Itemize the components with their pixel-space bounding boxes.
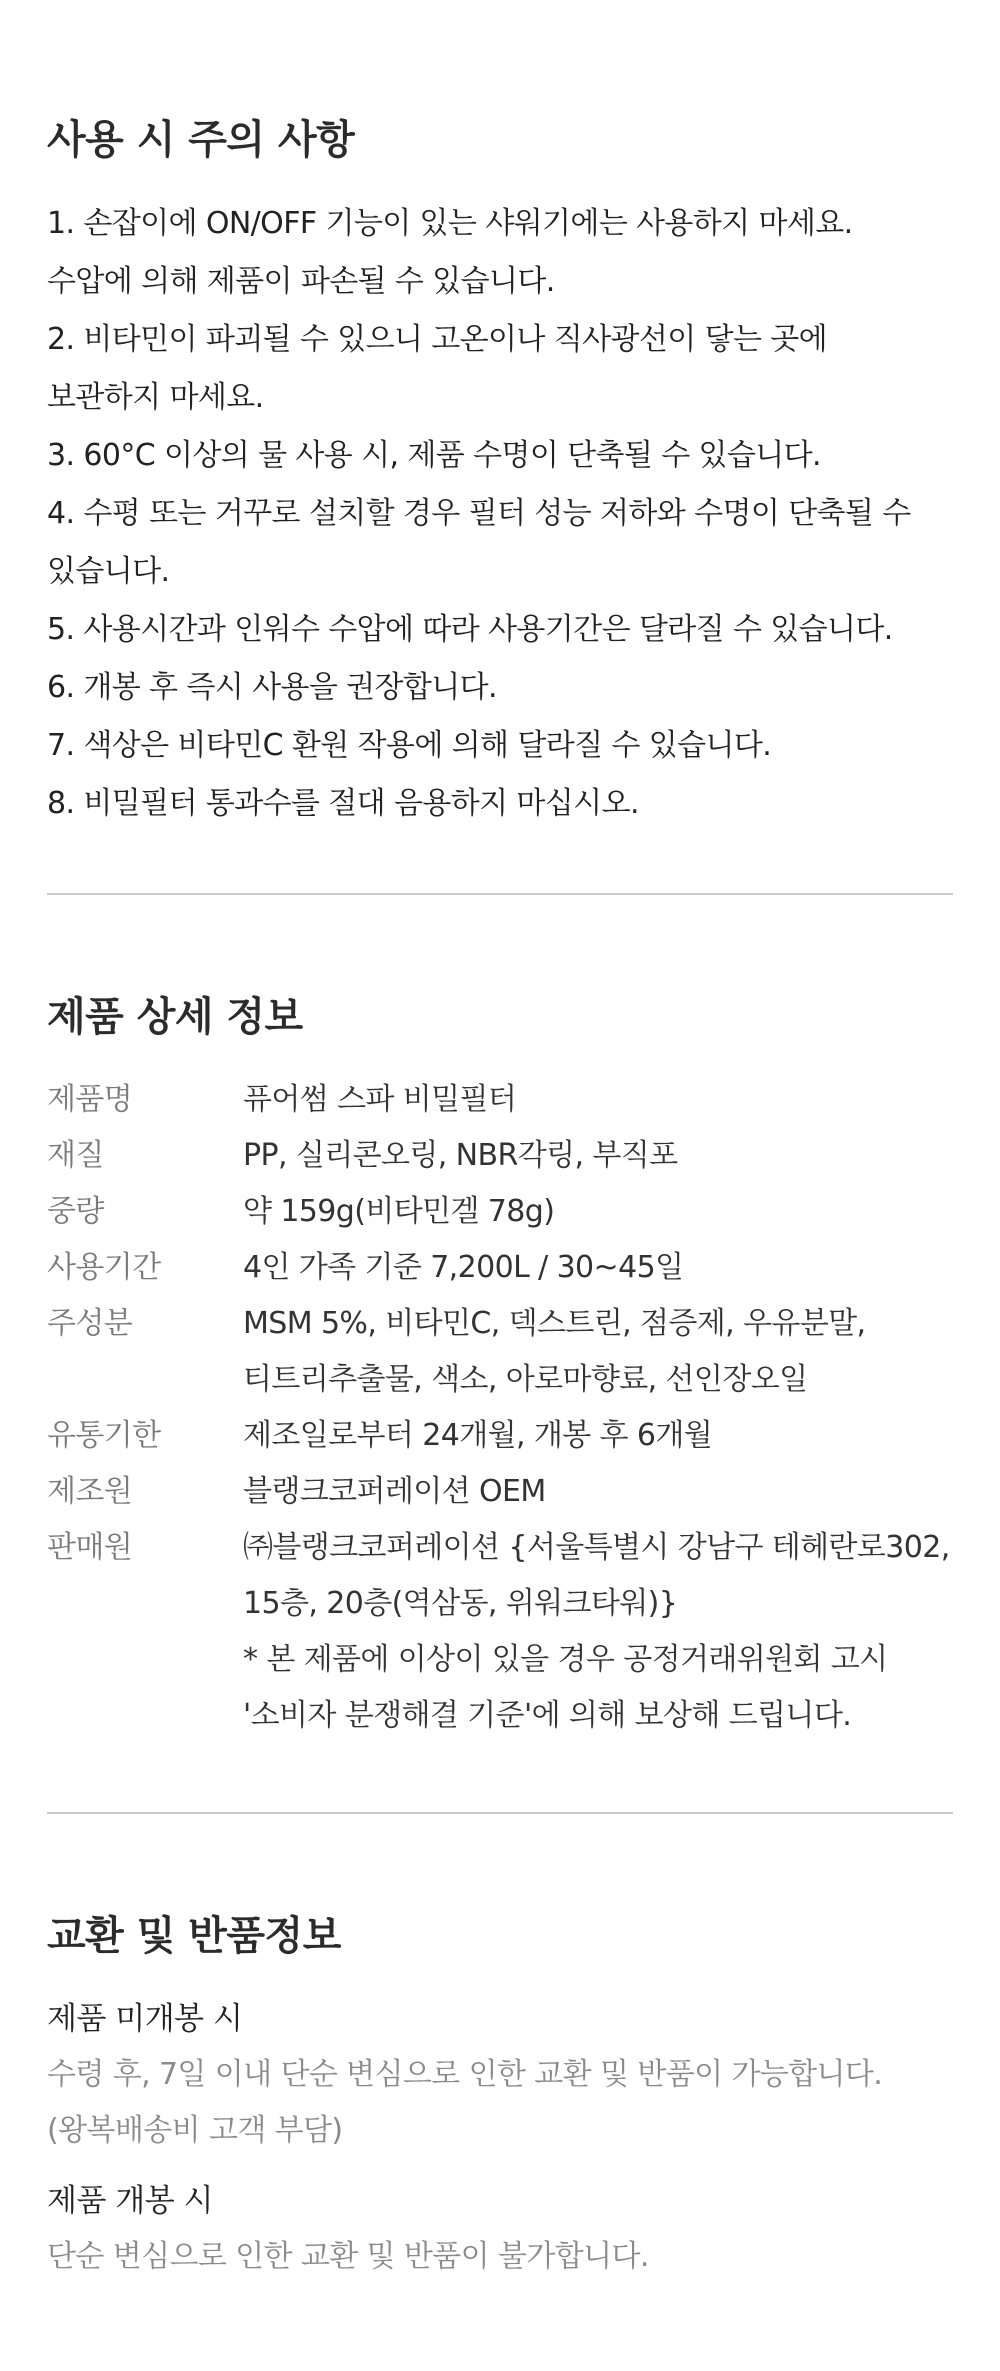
detail-value (243, 1464, 546, 1520)
exchange-block-heading: 제품 개봉 시 (47, 2183, 213, 2219)
detail-row-usage-period (47, 1240, 953, 1296)
exchange-block-text: 수령 후, 7일 이내 단순 변심으로 인한 교환 및 반품이 가능합니다. (47, 2057, 883, 2092)
detail-value-line: ㈜블랭크코퍼레이션 {서울특별시 강남구 테헤란로302, (243, 1530, 950, 1565)
caution-line: 8. 비밀필터 통과수를 절대 음용하지 마십시오. (47, 786, 639, 821)
detail-label: 제품명 (47, 1082, 133, 1117)
detail-row-weight (47, 1184, 953, 1240)
exchange-return-title: 교환 및 반품정보 (47, 1913, 341, 1959)
detail-label: 제조원 (47, 1474, 133, 1509)
detail-label: 중량 (47, 1194, 104, 1229)
detail-label: 주성분 (47, 1306, 133, 1341)
detail-value-line: 약 159g(비타민겔 78g) (243, 1194, 555, 1229)
caution-title: 사용 시 주의 사항 (47, 117, 355, 163)
detail-label: 재질 (47, 1138, 104, 1173)
detail-value (243, 1240, 683, 1296)
caution-line: 3. 60°C 이상의 물 사용 시, 제품 수명이 단축될 수 있습니다. (47, 438, 821, 473)
detail-value-line: 블랭크코퍼레이션 OEM (243, 1474, 546, 1509)
detail-value (243, 1296, 865, 1408)
exchange-block-heading: 제품 미개봉 시 (47, 2001, 243, 2037)
detail-row-seller (47, 1520, 953, 1744)
exchange-block-text: 단순 변심으로 인한 교환 및 반품이 불가합니다. (47, 2239, 649, 2274)
caution-line: 수압에 의해 제품이 파손될 수 있습니다. (47, 264, 555, 299)
caution-line: 7. 색상은 비타민C 환원 작용에 의해 달라질 수 있습니다. (47, 728, 772, 763)
detail-row-manufacturer (47, 1464, 953, 1520)
caution-line: 2. 비타민이 파괴될 수 있으니 고온이나 직사광선이 닿는 곳에 (47, 322, 828, 357)
detail-value (243, 1520, 950, 1744)
caution-line: 보관하지 마세요. (47, 380, 264, 415)
exchange-block-opened (47, 2173, 953, 2285)
detail-row-expiry (47, 1408, 953, 1464)
detail-value (243, 1408, 712, 1464)
detail-value-line: 15층, 20층(역삼동, 위워크타워)} (243, 1586, 678, 1621)
detail-value (243, 1128, 677, 1184)
caution-line: 1. 손잡이에 ON/OFF 기능이 있는 샤워기에는 사용하지 마세요. (47, 206, 853, 241)
detail-value-line: 퓨어썸 스파 비밀필터 (243, 1082, 517, 1117)
caution-section (47, 108, 953, 833)
detail-value-line: * 본 제품에 이상이 있을 경우 공정거래위원회 고시 (243, 1642, 888, 1677)
exchange-block-text: (왕복배송비 고객 부담) (47, 2113, 343, 2148)
detail-value-line: 티트리추출물, 색소, 아로마향료, 선인장오일 (243, 1362, 808, 1397)
product-detail-title: 제품 상세 정보 (47, 994, 303, 1040)
exchange-block-unopened (47, 1991, 953, 2159)
detail-label: 유통기한 (47, 1418, 161, 1453)
detail-label: 판매원 (47, 1530, 133, 1565)
detail-value-line: PP, 실리콘오링, NBR각링, 부직포 (243, 1138, 678, 1173)
product-detail-section (47, 895, 953, 1744)
detail-value (243, 1184, 554, 1240)
detail-row-product-name (47, 1072, 953, 1128)
detail-value (243, 1072, 516, 1128)
detail-label: 사용기간 (47, 1250, 161, 1285)
caution-line: 5. 사용시간과 인워수 수압에 따라 사용기간은 달라질 수 있습니다. (47, 612, 893, 647)
detail-value-line: MSM 5%, 비타민C, 덱스트린, 점증제, 우유분말, (243, 1306, 866, 1341)
detail-row-material (47, 1128, 953, 1184)
detail-value-line: 4인 가족 기준 7,200L / 30~45일 (243, 1250, 684, 1285)
caution-line: 6. 개봉 후 즉시 사용을 권장합니다. (47, 670, 497, 705)
detail-row-ingredients (47, 1296, 953, 1408)
caution-list (47, 195, 953, 833)
caution-line: 4. 수평 또는 거꾸로 설치할 경우 필터 성능 저하와 수명이 단축될 수 (47, 496, 911, 531)
caution-line: 있습니다. (47, 554, 170, 589)
detail-value-line: 제조일로부터 24개월, 개봉 후 6개월 (243, 1418, 713, 1453)
exchange-return-section (47, 1814, 953, 2285)
detail-value-line: '소비자 분쟁해결 기준'에 의해 보상해 드립니다. (243, 1698, 852, 1733)
